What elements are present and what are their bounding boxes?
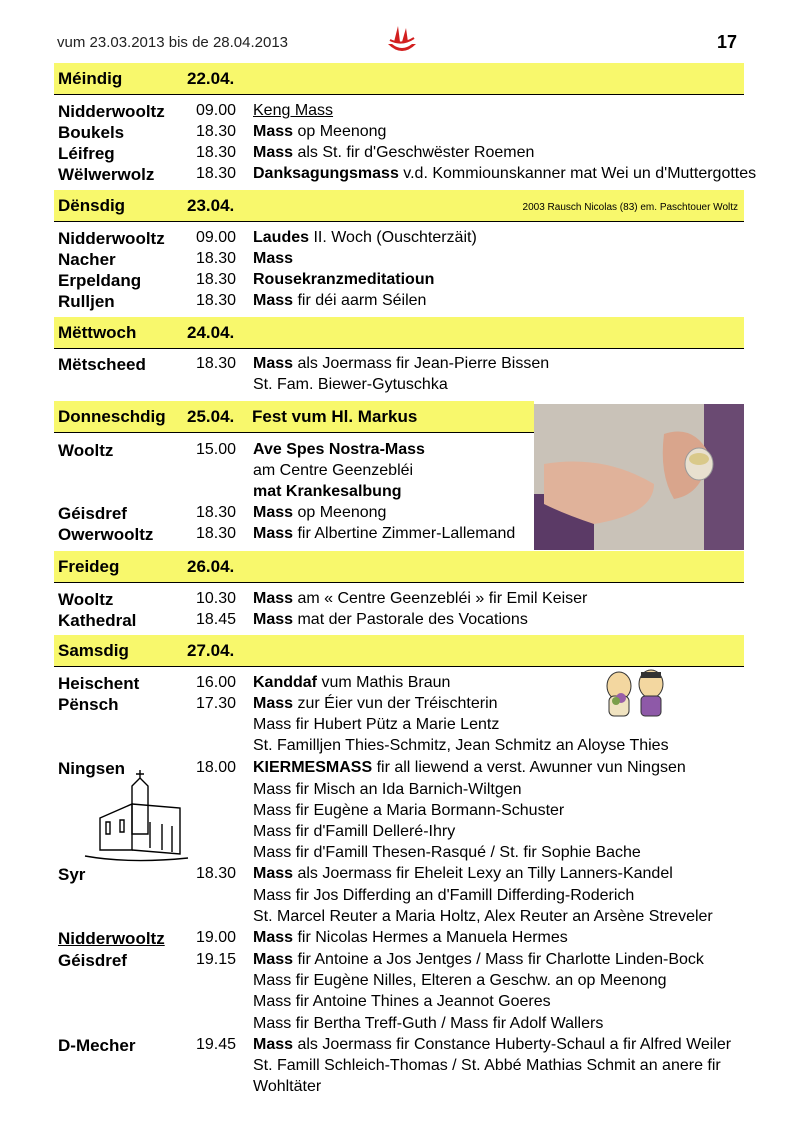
service-detail: St. Fam. Biewer-Gytuschka	[253, 376, 448, 393]
schedule-row	[54, 736, 744, 757]
service-detail: Mass fir Misch an Ida Barnich-Wiltgen	[253, 781, 522, 798]
service-detail: Mass fir d'Famill Delleré-Ihry	[253, 823, 456, 840]
day-date: 22.04.	[187, 69, 235, 88]
service-time: 18.30	[196, 271, 237, 288]
date-range: vum 23.03.2013 bis de 28.04.2013	[57, 34, 289, 51]
service-description	[253, 844, 641, 862]
service-description	[253, 972, 667, 990]
place-name: Nidderwooltz	[58, 102, 165, 121]
service-description	[253, 1036, 731, 1054]
day-name: Samsdig	[58, 641, 129, 660]
service-detail: als Joermass fir Constance Huberty-Schaul a fir Alfred Weiler	[293, 1036, 732, 1053]
schedule-row	[54, 270, 744, 291]
service-description	[253, 865, 673, 883]
service-description	[253, 674, 450, 692]
service-description	[253, 716, 499, 734]
schedule-row	[54, 291, 744, 312]
service-description	[253, 123, 386, 141]
service-description	[253, 102, 333, 120]
service-type: Laudes	[253, 229, 310, 246]
schedule-row	[54, 1035, 744, 1056]
schedule-row	[54, 1077, 744, 1098]
service-detail: als St. fir d'Geschwëster Roemen	[293, 144, 535, 161]
day-note: 2003 Rausch Nicolas (83) em. Paschtouer Woltz	[522, 202, 738, 213]
service-description	[253, 908, 713, 926]
place-name: Nidderwooltz	[58, 229, 165, 248]
schedule-row	[54, 143, 744, 164]
service-description	[253, 271, 434, 289]
chapel-drawing-icon	[80, 764, 190, 870]
day-name: Dënsdig	[58, 196, 126, 215]
schedule-row	[54, 164, 757, 185]
service-time: 18.30	[196, 355, 237, 372]
service-type: Mass	[253, 865, 294, 882]
service-detail: fir all liewend a verst. Awunner vun Ningsen	[372, 759, 686, 776]
service-time: 15.00	[196, 441, 237, 458]
service-detail: op Meenong	[293, 123, 387, 140]
service-description	[253, 695, 498, 713]
place-name: Ningsen	[58, 759, 126, 778]
service-type: Mass	[253, 525, 294, 542]
service-type: Mass	[253, 292, 294, 309]
day-name: Donneschdig	[58, 407, 166, 426]
service-description	[253, 781, 522, 799]
service-description	[253, 951, 704, 969]
service-time: 18.00	[196, 759, 237, 776]
divider	[54, 666, 744, 667]
feast-title: Fest vum Hl. Markus	[252, 407, 418, 426]
service-description	[253, 737, 669, 755]
service-detail: Mass fir Jos Differding an d'Famill Differding-Roderich	[253, 887, 635, 904]
service-detail: vum Mathis Braun	[317, 674, 451, 691]
service-detail: am « Centre Geenzebléi » fir Emil Keiser	[293, 590, 588, 607]
service-time: 19.15	[196, 951, 237, 968]
service-type: Mass	[253, 929, 294, 946]
service-description	[253, 823, 455, 841]
place-name: Léifreg	[58, 144, 115, 163]
service-detail: Mass fir Eugène Nilles, Elteren a Geschw. an op Meenong	[253, 972, 667, 989]
service-type: Mass	[253, 695, 294, 712]
schedule-row	[54, 101, 744, 122]
place-name: Pënsch	[58, 695, 119, 714]
service-detail: als Joermass fir Eheleit Lexy an Tilly Lanners-Kandel	[293, 865, 673, 882]
service-time: 18.30	[196, 865, 237, 882]
service-type: Kanddaf	[253, 674, 317, 691]
day-header	[54, 63, 744, 94]
service-description	[253, 504, 386, 522]
service-time: 19.00	[196, 929, 237, 946]
service-detail: Mass fir d'Famill Thesen-Rasqué / St. fir Sophie Bache	[253, 844, 641, 861]
schedule-row	[54, 589, 744, 610]
anointing-hands-photo	[534, 404, 744, 550]
service-detail: als Joermass fir Jean-Pierre Bissen	[293, 355, 550, 372]
service-description	[253, 462, 413, 480]
place-name: Owerwooltz	[58, 525, 154, 544]
service-description	[253, 1078, 321, 1096]
place-name: Rulljen	[58, 292, 115, 311]
place-name: Heischent	[58, 674, 140, 693]
service-type: Mass	[253, 250, 294, 267]
service-description	[253, 292, 426, 310]
service-time: 16.00	[196, 674, 237, 691]
service-time: 10.30	[196, 590, 237, 607]
service-description	[253, 229, 477, 247]
service-detail: Wohltäter	[253, 1078, 322, 1095]
day-date: 23.04.	[187, 196, 235, 215]
service-detail: zur Éier vun der Tréischterin	[293, 695, 498, 712]
schedule-row	[54, 375, 744, 396]
service-time: 18.30	[196, 144, 237, 161]
service-time: 18.30	[196, 292, 237, 309]
service-detail: Mass fir Antoine Thines a Jeannot Goeres	[253, 993, 551, 1010]
schedule-row	[54, 928, 744, 949]
service-detail: Mass fir Bertha Treff-Guth / Mass fir Adolf Wallers	[253, 1015, 604, 1032]
day-header	[54, 317, 744, 348]
service-time: 17.30	[196, 695, 237, 712]
service-time: 18.30	[196, 250, 237, 267]
day-name: Mëttwoch	[58, 323, 137, 342]
service-type: Mass	[253, 123, 294, 140]
schedule-row	[54, 992, 744, 1013]
place-name: Géisdref	[58, 504, 127, 523]
service-detail: II. Woch (Ouschterzäit)	[309, 229, 477, 246]
divider	[54, 348, 744, 349]
day-header	[54, 190, 744, 221]
service-time: 18.45	[196, 611, 237, 628]
service-detail: fir Antoine a Jos Jentges / Mass fir Charlotte Linden-Bock	[293, 951, 704, 968]
schedule-row	[54, 886, 744, 907]
service-type: Mass	[253, 590, 294, 607]
service-description	[253, 483, 401, 501]
service-detail: op Meenong	[293, 504, 387, 521]
day-date: 27.04.	[187, 641, 235, 660]
service-description	[253, 441, 425, 459]
service-detail: fir Albertine Zimmer-Lallemand	[293, 525, 516, 542]
service-detail: St. Famill Schleich-Thomas / St. Abbé Mathias Schmit an anere fir	[253, 1057, 721, 1074]
service-description	[253, 611, 528, 629]
service-description	[253, 590, 587, 608]
place-name: Wëlwerwolz	[58, 165, 155, 184]
service-type: Rousekranzmeditatioun	[253, 271, 435, 288]
schedule-row	[54, 610, 744, 631]
service-time: 18.30	[196, 525, 237, 542]
day-date: 26.04.	[187, 557, 235, 576]
service-description	[253, 144, 534, 162]
place-name: Nacher	[58, 250, 116, 269]
service-description	[253, 1015, 603, 1033]
schedule-row	[54, 971, 744, 992]
service-time: 09.00	[196, 102, 237, 119]
service-time: 09.00	[196, 229, 237, 246]
service-detail: Mass fir Hubert Pütz a Marie Lentz	[253, 716, 500, 733]
place-name: Nidderwooltz	[58, 929, 165, 948]
service-description	[253, 525, 515, 543]
service-type: Ave Spes Nostra-Mass	[253, 441, 425, 458]
service-detail: Keng Mass	[253, 102, 334, 119]
day-date: 24.04.	[187, 323, 235, 342]
service-type: Danksagungsmass	[253, 165, 399, 182]
place-name: Mëtscheed	[58, 355, 146, 374]
service-description	[253, 1057, 721, 1075]
church-logo-icon	[384, 22, 420, 58]
service-detail: St. Familljen Thies-Schmitz, Jean Schmitz an Aloyse Thies	[253, 737, 669, 754]
service-description	[253, 165, 756, 183]
service-time: 18.30	[196, 165, 237, 182]
schedule-row	[54, 950, 744, 971]
service-time: 18.30	[196, 504, 237, 521]
service-detail: Mass fir Eugène a Maria Bormann-Schuster	[253, 802, 565, 819]
schedule-row	[54, 907, 744, 928]
service-type: Mass	[253, 144, 294, 161]
schedule-row	[54, 1056, 744, 1077]
service-description	[253, 887, 634, 905]
service-description	[253, 759, 686, 777]
day-name: Freideg	[58, 557, 120, 576]
schedule-row	[54, 122, 744, 143]
service-description	[253, 376, 448, 394]
divider	[54, 582, 744, 583]
service-detail: mat der Pastorale des Vocations	[293, 611, 528, 628]
schedule-row	[54, 228, 744, 249]
service-type: Mass	[253, 1036, 294, 1053]
service-type: Mass	[253, 951, 294, 968]
service-detail: St. Marcel Reuter a Maria Holtz, Alex Reuter an Arsène Streveler	[253, 908, 713, 925]
service-description	[253, 250, 293, 268]
day-header	[54, 635, 744, 666]
place-name: Erpeldang	[58, 271, 142, 290]
service-type: mat Krankesalbung	[253, 483, 402, 500]
place-name: Wooltz	[58, 441, 114, 460]
place-name: Kathedral	[58, 611, 137, 630]
day-name: Méindig	[58, 69, 123, 88]
day-header	[54, 401, 534, 432]
place-name: Géisdref	[58, 951, 127, 970]
service-description	[253, 802, 564, 820]
service-description	[253, 355, 549, 373]
service-time: 18.30	[196, 123, 237, 140]
service-detail: v.d. Kommiounskanner mat Wei un d'Muttergottes	[398, 165, 757, 182]
day-date: 25.04.	[187, 407, 235, 426]
service-type: Mass	[253, 355, 294, 372]
service-description	[253, 993, 551, 1011]
place-name: Wooltz	[58, 590, 114, 609]
schedule-row	[54, 354, 744, 375]
place-name: Boukels	[58, 123, 125, 142]
page-number: 17	[716, 32, 737, 52]
service-detail: fir Nicolas Hermes a Manuela Hermes	[293, 929, 568, 946]
place-name: D-Mecher	[58, 1036, 136, 1055]
children-cartoon-icon	[599, 668, 671, 720]
service-type: KIERMESMASS	[253, 759, 373, 776]
divider	[54, 94, 744, 95]
service-detail: fir déi aarm Séilen	[293, 292, 427, 309]
service-description	[253, 929, 568, 947]
day-header	[54, 551, 744, 582]
service-time: 19.45	[196, 1036, 237, 1053]
service-type: Mass	[253, 611, 294, 628]
service-detail: am Centre Geenzebléi	[253, 462, 414, 479]
place-name: Syr	[58, 865, 86, 884]
schedule-row	[54, 249, 744, 270]
schedule-row	[54, 1014, 744, 1035]
divider	[54, 221, 744, 222]
service-type: Mass	[253, 504, 294, 521]
